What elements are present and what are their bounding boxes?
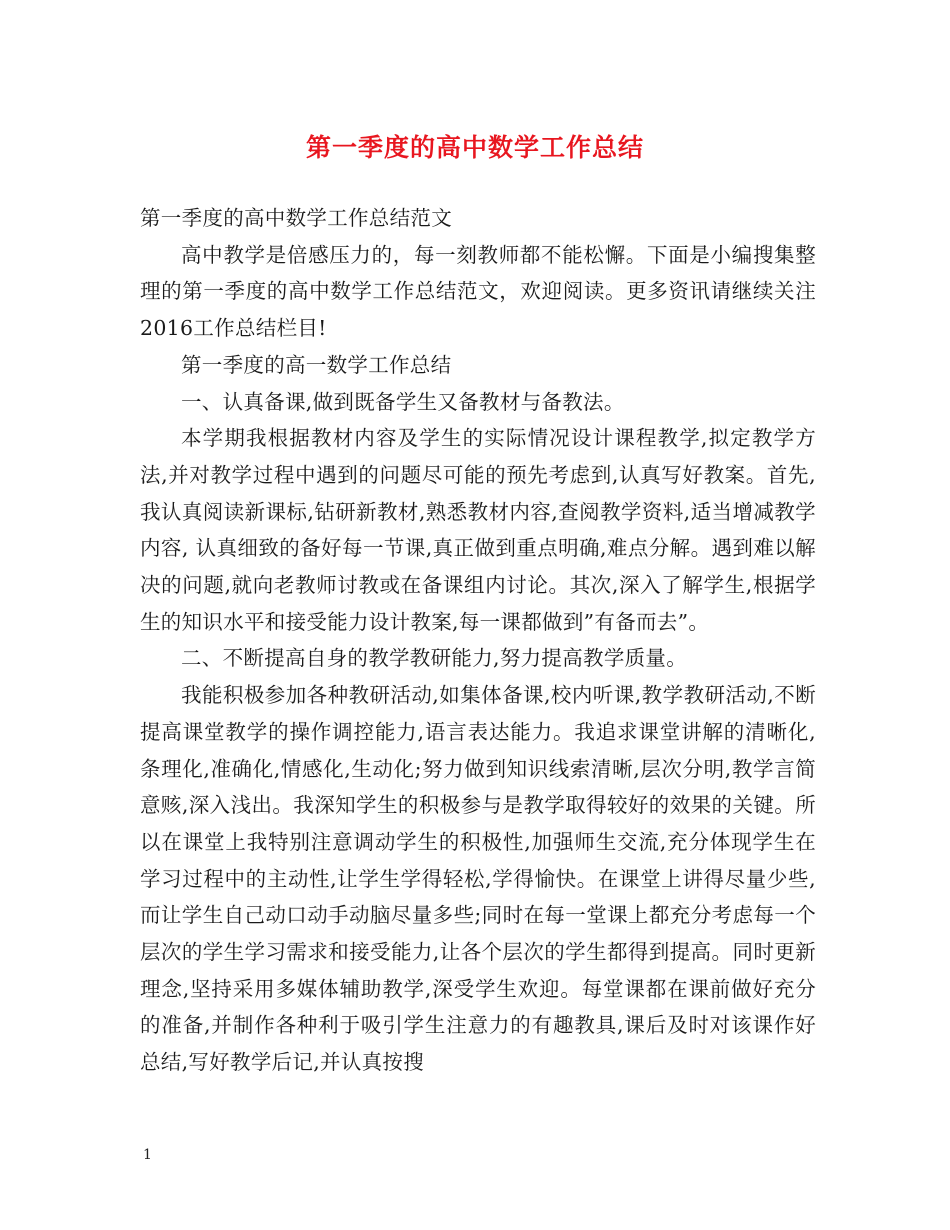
intro-paragraph: 高中教学是倍感压力的，每一刻教师都不能松懈。下面是小编搜集整理的第一季度的高中数学工作总结范文，欢迎阅读。更多资讯请继续关注2016工作总结栏目! (140, 242, 816, 341)
subtitle-paragraph: 第一季度的高中数学工作总结范文 (140, 206, 452, 230)
document-title: 第一季度的高中数学工作总结 (305, 133, 644, 162)
page-number: 1 (143, 1147, 152, 1163)
section-heading: 第一季度的高一数学工作总结 (181, 352, 452, 377)
point-two-paragraph: 我能积极参加各种教研活动,如集体备课,校内听课,教学教研活动,不断提高课堂教学的操作调控能力,语言表达能力。我追求课堂讲解的清晰化,条理化,准确化,情感化,生动化;努力做到知识线索清晰,层次分明,教学言简意赅,深入浅出。我深知学生的积极参与是教学取得较好的效果的关键。所以在课堂上我特别注意调动学生的积极性,加强师生交流,充分体现学生在学习过程中的主动性,让学生学得轻松,学得愉快。在课堂上讲得尽量少些,而让学生自己动口动手动脑尽量多些;同时在每一堂课上都充分考虑每一个层次的学生学习需求和接受能力,让各个层次的学生都得到提高。同时更新理念,坚持采用多媒体辅助教学,深受学生欢迎。每堂课都在课前做好充分的准备,并制作各种利于吸引学生注意力的有趣教具,课后及时对该课作好总结,写好教学后记,并认真按搜 (140, 683, 816, 1075)
point-two-heading: 二、不断提高自身的教学教研能力,努力提高教学质量。 (181, 646, 688, 671)
document-body (140, 200, 816, 1081)
point-one-heading: 一、认真备课,做到既备学生又备教材与备教法。 (181, 389, 625, 414)
point-one-paragraph: 本学期我根据教材内容及学生的实际情况设计课程教学,拟定教学方法,并对教学过程中遇到的问题尽可能的预先考虑到,认真写好教案。首先,我认真阅读新课标,钻研新教材,熟悉教材内容,查阅教学资料,适当增减教学内容, 认真细致的备好每一节课,真正做到重点明确,难点分解。遇到难以解决的问题,就向老教师讨教或在备课组内讨论。其次,深入了解学生,根据学生的知识水平和接受能力设计教案,每一课都做到”有备而去”。 (140, 426, 816, 634)
